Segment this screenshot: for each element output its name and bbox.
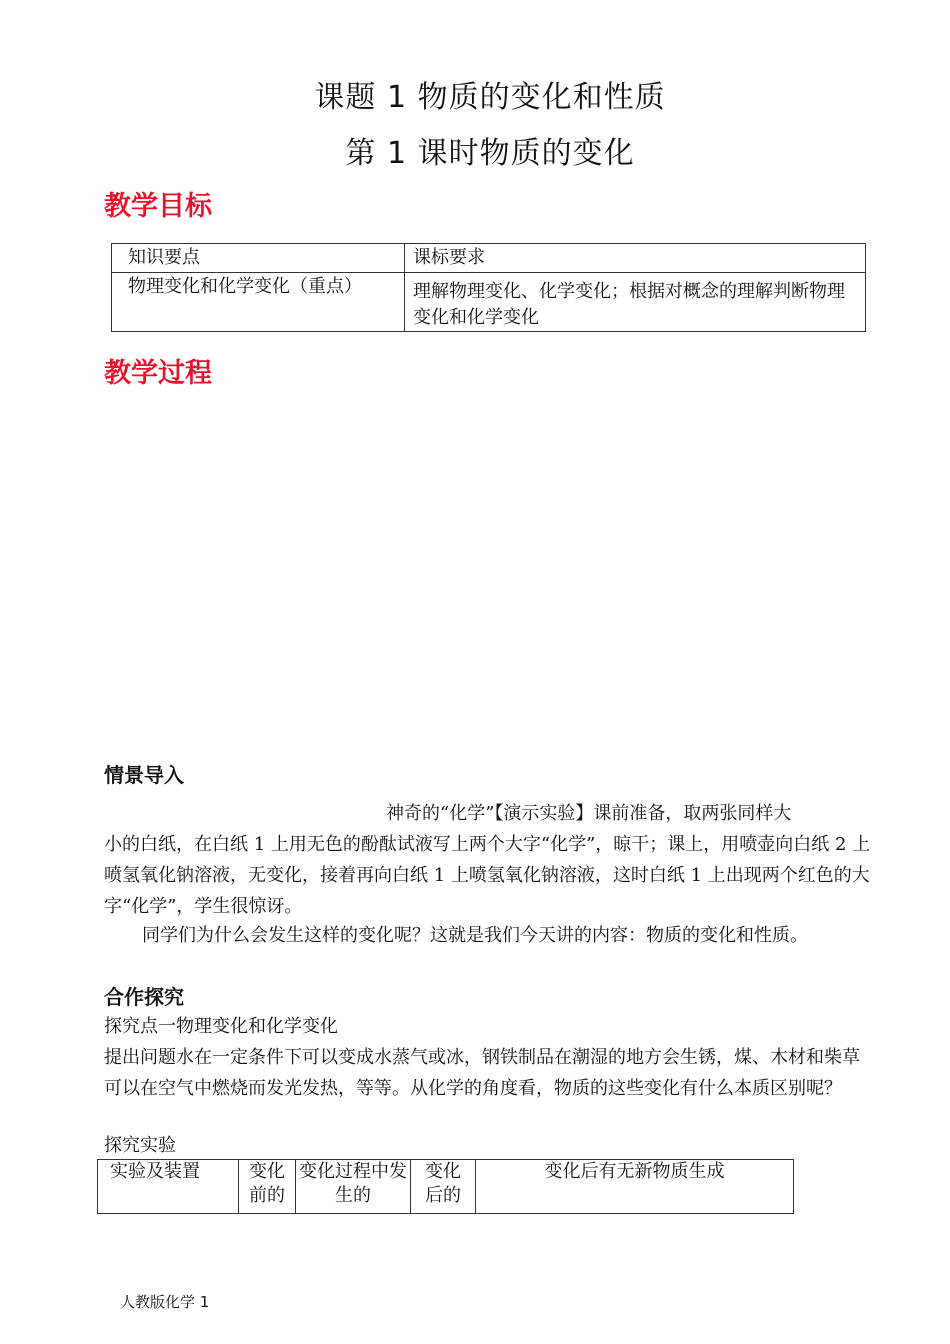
table-header-cell: 变化后的	[411, 1160, 476, 1214]
table-cell: 物理变化和化学变化（重点）	[112, 273, 405, 332]
page-footer: 人教版化学 1	[120, 1293, 210, 1311]
table-header-cell: 课标要求	[405, 244, 866, 273]
table-header-cell: 实验及装置	[98, 1160, 239, 1214]
objectives-table	[111, 243, 866, 332]
process-heading: 教学过程	[104, 358, 212, 389]
table-cell: 理解物理变化、化学变化；根据对概念的理解判断物理变化和化学变化	[405, 273, 866, 332]
table-header-cell: 知识要点	[112, 244, 405, 273]
intro-heading: 情景导入	[104, 763, 184, 787]
table-row	[112, 244, 866, 273]
intro-lead-line: 神奇的“化学”【演示实验】课前准备，取两张同样大	[386, 803, 792, 824]
table-row	[112, 273, 866, 332]
table-header-cell: 变化后有无新物质生成	[476, 1160, 794, 1214]
table-row	[98, 1160, 794, 1214]
experiment-label: 探究实验	[104, 1135, 176, 1156]
table-header-cell: 变化前的	[239, 1160, 296, 1214]
objectives-heading: 教学目标	[104, 191, 212, 222]
intro-question-paragraph: 同学们为什么会发生这样的变化呢？这就是我们今天讲的内容：物质的变化和性质。	[142, 925, 808, 946]
intro-body-text: 小的白纸，在白纸 1 上用无色的酚酞试液写上两个大字“化学”，晾干；课上，用喷壶向白纸 2 上喷氢氧化钠溶液，无变化，接着再向白纸 1 上喷氢氧化钠溶液，这时白纸 1 上出现两个红色的大字“化学”，学生很惊讶。	[104, 834, 871, 917]
intro-paragraph	[104, 798, 874, 922]
page-subtitle: 第 1 课时物质的变化	[345, 136, 635, 171]
explore-heading: 合作探究	[104, 985, 184, 1009]
explore-question: 提出问题水在一定条件下可以变成水蒸气或冰，钢铁制品在潮湿的地方会生锈，煤、木材和柴草可以在空气中燃烧而发光发热，等等。从化学的角度看，物质的这些变化有什么本质区别呢？	[104, 1047, 860, 1099]
page-title: 课题 1 物质的变化和性质	[314, 80, 666, 115]
table-header-cell: 变化过程中发生的	[296, 1160, 411, 1214]
experiment-table	[97, 1159, 794, 1214]
explore-point: 探究点一物理变化和化学变化	[104, 1016, 338, 1037]
